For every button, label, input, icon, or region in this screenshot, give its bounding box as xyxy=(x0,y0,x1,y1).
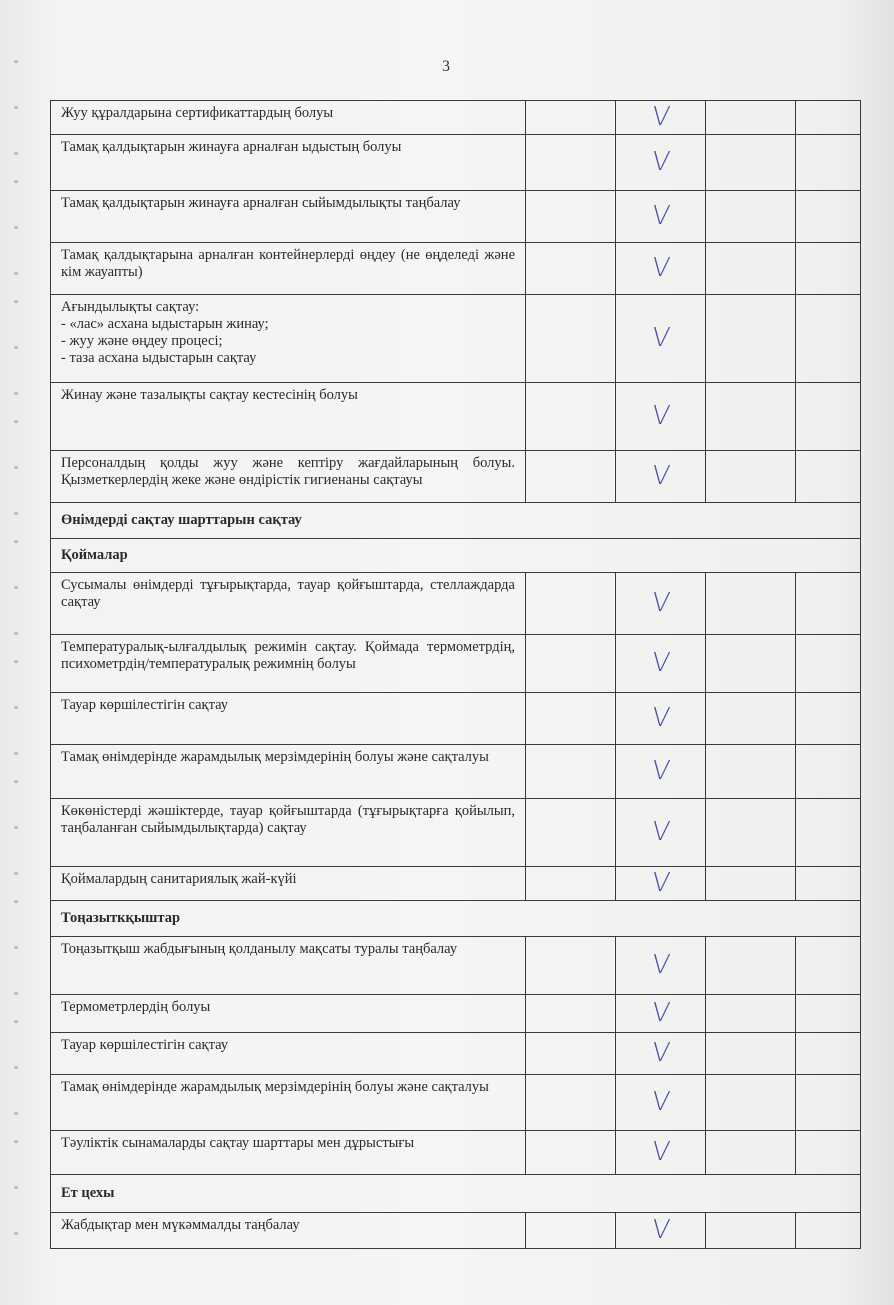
checkmark-icon: V xyxy=(650,703,672,733)
empty-cell xyxy=(706,799,796,867)
binding-hole xyxy=(14,420,18,423)
empty-cell xyxy=(796,451,861,503)
checklist-row xyxy=(51,295,861,383)
empty-cell xyxy=(526,1131,616,1175)
checkmark-cell xyxy=(616,295,706,383)
binding-hole xyxy=(14,392,18,395)
empty-cell xyxy=(706,295,796,383)
binding-hole xyxy=(14,660,18,663)
empty-cell xyxy=(796,867,861,901)
criterion-label: Температуралық-ылғалдылық режимін сақтау. Қоймада термометрдің, психометрдің/температуралық режимнің болуы xyxy=(51,635,526,693)
checkmark-cell xyxy=(616,1131,706,1175)
binding-hole xyxy=(14,152,18,155)
section-heading: Ет цехы xyxy=(51,1175,861,1213)
empty-cell xyxy=(526,383,616,451)
empty-cell xyxy=(706,635,796,693)
empty-cell xyxy=(796,1213,861,1249)
binding-hole xyxy=(14,826,18,829)
checkmark-icon: V xyxy=(650,648,672,678)
checklist-row xyxy=(51,383,861,451)
empty-cell xyxy=(796,1075,861,1131)
checkmark-cell xyxy=(616,745,706,799)
checkmark-cell xyxy=(616,135,706,191)
empty-cell xyxy=(526,101,616,135)
criterion-label: Жинау және тазалықты сақтау кестесінің болуы xyxy=(51,383,526,451)
empty-cell xyxy=(526,191,616,243)
checkmark-cell xyxy=(616,243,706,295)
empty-cell xyxy=(796,693,861,745)
section-row xyxy=(51,1175,861,1213)
empty-cell xyxy=(706,135,796,191)
checkmark-cell xyxy=(616,937,706,995)
empty-cell xyxy=(526,1075,616,1131)
checkmark-icon: V xyxy=(650,147,672,177)
binding-hole xyxy=(14,300,18,303)
checkmark-cell xyxy=(616,101,706,135)
empty-cell xyxy=(526,867,616,901)
empty-cell xyxy=(706,383,796,451)
empty-cell xyxy=(526,1033,616,1075)
binding-hole xyxy=(14,1232,18,1235)
binding-hole xyxy=(14,60,18,63)
empty-cell xyxy=(706,451,796,503)
binding-hole xyxy=(14,586,18,589)
empty-cell xyxy=(796,135,861,191)
empty-cell xyxy=(706,243,796,295)
checklist-row xyxy=(51,243,861,295)
empty-cell xyxy=(706,191,796,243)
checkmark-icon: V xyxy=(650,950,672,980)
binding-hole xyxy=(14,900,18,903)
checkmark-icon: V xyxy=(650,323,672,353)
checklist-row xyxy=(51,1033,861,1075)
empty-cell xyxy=(796,799,861,867)
binding-hole xyxy=(14,466,18,469)
empty-cell xyxy=(796,243,861,295)
empty-cell xyxy=(796,191,861,243)
criterion-label: Тамақ қалдықтарына арналған контейнерлерді өңдеу (не өңделеді және кім жауапты) xyxy=(51,243,526,295)
empty-cell xyxy=(706,1131,796,1175)
checkmark-icon: V xyxy=(650,588,672,618)
empty-cell xyxy=(706,937,796,995)
binding-hole xyxy=(14,540,18,543)
binding-hole xyxy=(14,780,18,783)
empty-cell xyxy=(796,1033,861,1075)
checkmark-icon: V xyxy=(650,1137,672,1167)
checklist-row xyxy=(51,745,861,799)
section-row xyxy=(51,503,861,539)
checkmark-cell xyxy=(616,635,706,693)
empty-cell xyxy=(526,243,616,295)
empty-cell xyxy=(526,937,616,995)
checkmark-cell xyxy=(616,191,706,243)
binding-hole xyxy=(14,1140,18,1143)
checkmark-icon: V xyxy=(650,401,672,431)
empty-cell xyxy=(796,573,861,635)
checklist-row xyxy=(51,937,861,995)
empty-cell xyxy=(526,745,616,799)
empty-cell xyxy=(526,295,616,383)
checklist-row xyxy=(51,995,861,1033)
checklist-row xyxy=(51,799,861,867)
criterion-label: Сусымалы өнімдерді тұғырықтарда, тауар қойғыштарда, стеллаждарда сақтау xyxy=(51,573,526,635)
binding-hole xyxy=(14,1066,18,1069)
empty-cell xyxy=(796,635,861,693)
checkmark-icon: V xyxy=(650,102,672,132)
empty-cell xyxy=(796,295,861,383)
section-heading: Өнімдерді сақтау шарттарын сақтау xyxy=(51,503,861,539)
checkmark-cell xyxy=(616,451,706,503)
empty-cell xyxy=(706,995,796,1033)
section-heading: Қоймалар xyxy=(51,539,861,573)
checkmark-icon: V xyxy=(650,817,672,847)
checkmark-cell xyxy=(616,1075,706,1131)
checkmark-cell xyxy=(616,995,706,1033)
checklist-table xyxy=(50,100,861,1249)
checkmark-icon: V xyxy=(650,756,672,786)
checkmark-icon: V xyxy=(650,868,672,898)
checkmark-icon: V xyxy=(650,201,672,231)
binding-hole xyxy=(14,512,18,515)
empty-cell xyxy=(706,693,796,745)
empty-cell xyxy=(526,573,616,635)
checkmark-icon: V xyxy=(650,1087,672,1117)
page-number: 3 xyxy=(442,58,450,75)
checklist-row xyxy=(51,1131,861,1175)
binding-hole xyxy=(14,752,18,755)
checkmark-icon: V xyxy=(650,1038,672,1068)
checkmark-cell xyxy=(616,867,706,901)
criterion-label: Тауар көршілестігін сақтау xyxy=(51,1033,526,1075)
empty-cell xyxy=(796,101,861,135)
empty-cell xyxy=(706,1075,796,1131)
binding-hole xyxy=(14,632,18,635)
empty-cell xyxy=(706,1213,796,1249)
binding-hole xyxy=(14,872,18,875)
criterion-label: Жабдықтар мен мүкәммалды таңбалау xyxy=(51,1213,526,1249)
empty-cell xyxy=(526,635,616,693)
checklist-row xyxy=(51,867,861,901)
empty-cell xyxy=(796,1131,861,1175)
checkmark-cell xyxy=(616,1213,706,1249)
binding-hole xyxy=(14,346,18,349)
checkmark-cell xyxy=(616,573,706,635)
binding-hole xyxy=(14,1020,18,1023)
empty-cell xyxy=(526,451,616,503)
criterion-label: Персоналдың қолды жуу және кептіру жағдайларының болуы. Қызметкерлердің жеке және өндірістік гигиенаны сақтауы xyxy=(51,451,526,503)
criterion-label: Қоймалардың санитариялық жай-күйі xyxy=(51,867,526,901)
checklist-row xyxy=(51,573,861,635)
checklist-row xyxy=(51,1075,861,1131)
binding-hole xyxy=(14,946,18,949)
criterion-label: Тамақ қалдықтарын жинауға арналған ыдыстың болуы xyxy=(51,135,526,191)
checkmark-cell xyxy=(616,383,706,451)
empty-cell xyxy=(796,995,861,1033)
empty-cell xyxy=(526,135,616,191)
criterion-label: Көкөністерді жәшіктерде, тауар қойғыштарда (тұғырықтарға қойылып, таңбаланған сыйымдылықтарда) сақтау xyxy=(51,799,526,867)
criterion-label: Тәуліктік сынамаларды сақтау шарттары мен дұрыстығы xyxy=(51,1131,526,1175)
checkmark-icon: V xyxy=(650,461,672,491)
empty-cell xyxy=(706,101,796,135)
binding-holes xyxy=(14,60,22,1240)
empty-cell xyxy=(526,995,616,1033)
section-row xyxy=(51,539,861,573)
binding-hole xyxy=(14,1112,18,1115)
criterion-label: Тоңазытқыш жабдығының қолданылу мақсаты туралы таңбалау xyxy=(51,937,526,995)
criterion-label: Тамақ қалдықтарын жинауға арналған сыйымдылықты таңбалау xyxy=(51,191,526,243)
binding-hole xyxy=(14,106,18,109)
empty-cell xyxy=(526,1213,616,1249)
binding-hole xyxy=(14,180,18,183)
criterion-label: Ағындылықты сақтау: - «лас» асхана ыдыстарын жинау; - жуу және өңдеу процесі; - таза асхана ыдыстарын сақтау xyxy=(51,295,526,383)
criterion-label: Термометрлердің болуы xyxy=(51,995,526,1033)
empty-cell xyxy=(796,745,861,799)
checkmark-cell xyxy=(616,799,706,867)
checklist-row xyxy=(51,693,861,745)
binding-hole xyxy=(14,226,18,229)
binding-hole xyxy=(14,272,18,275)
binding-hole xyxy=(14,706,18,709)
checkmark-cell xyxy=(616,693,706,745)
checkmark-icon: V xyxy=(650,1215,672,1245)
checklist-row xyxy=(51,451,861,503)
checklist-row xyxy=(51,1213,861,1249)
criterion-label: Тауар көршілестігін сақтау xyxy=(51,693,526,745)
binding-hole xyxy=(14,1186,18,1189)
empty-cell xyxy=(796,383,861,451)
section-row xyxy=(51,901,861,937)
empty-cell xyxy=(706,1033,796,1075)
empty-cell xyxy=(796,937,861,995)
section-heading: Тоңазыткқыштар xyxy=(51,901,861,937)
empty-cell xyxy=(526,799,616,867)
checkmark-icon: V xyxy=(650,253,672,283)
checklist-body xyxy=(51,101,861,1249)
binding-hole xyxy=(14,992,18,995)
checkmark-cell xyxy=(616,1033,706,1075)
empty-cell xyxy=(706,745,796,799)
criterion-label: Тамақ өнімдерінде жарамдылық мерзімдерінің болуы және сақталуы xyxy=(51,1075,526,1131)
empty-cell xyxy=(706,573,796,635)
checkmark-icon: V xyxy=(650,998,672,1028)
empty-cell xyxy=(526,693,616,745)
checklist-row xyxy=(51,135,861,191)
criterion-label: Тамақ өнімдерінде жарамдылық мерзімдерінің болуы және сақталуы xyxy=(51,745,526,799)
empty-cell xyxy=(706,867,796,901)
checklist-row xyxy=(51,191,861,243)
checklist-row xyxy=(51,101,861,135)
criterion-label: Жуу құралдарына сертификаттардың болуы xyxy=(51,101,526,135)
checklist-row xyxy=(51,635,861,693)
